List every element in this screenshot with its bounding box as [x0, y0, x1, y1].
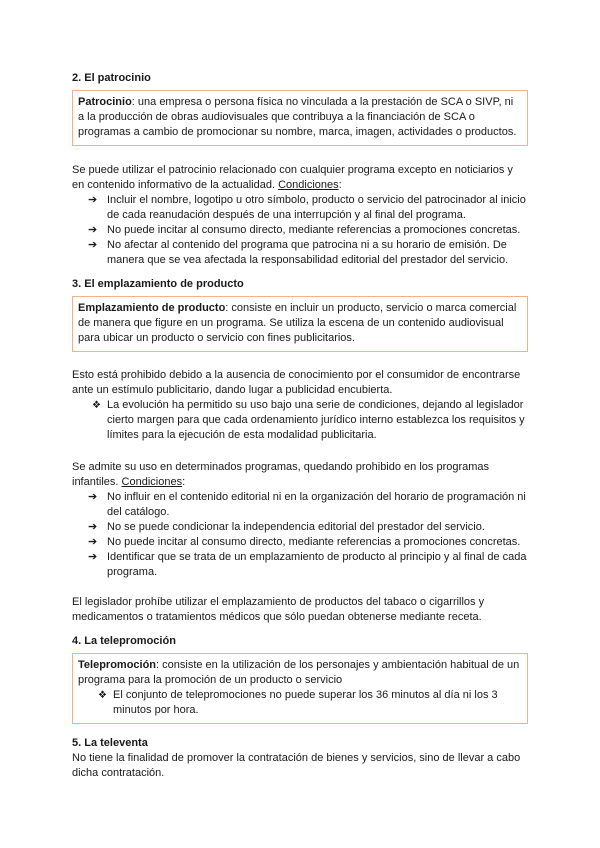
definition-text [78, 301, 522, 346]
paragraph-text: Se admite su uso en determinados programas, quedando prohibido en los programas infantiles. [72, 461, 490, 488]
conditions-label: Condiciones [121, 476, 183, 488]
diamond-icon: ❖ [98, 690, 107, 701]
list-item-text: No afectar al contenido del programa que patrocina ni a su horario de emisión. De manera que se vea afectada la responsabilidad editorial del prestador del servicio. [107, 239, 509, 266]
list-item-text: Identificar que se trata de un emplazamiento de producto al principio y al final de cada programa. [107, 551, 527, 578]
list-item [72, 550, 528, 580]
arrow-icon: ➔ [88, 521, 98, 533]
arrow-icon: ➔ [88, 194, 98, 206]
diamond-icon: ❖ [92, 400, 101, 411]
list-item-text: No puede incitar al consumo directo, mediante referencias a promociones concretas. [107, 224, 521, 236]
list-item-text: No puede incitar al consumo directo, mediante referencias a promociones concretas. [107, 536, 521, 548]
list-item-text: La evolución ha permitido su uso bajo una serie de condiciones, dejando al legislador cierto margen para que cada ordenamiento jurídico interno establezca los requisitos y límites para la ejecución de esta modalidad publicitaria. [107, 399, 525, 441]
paragraph-text: Se puede utilizar el patrocinio relacionado con cualquier programa excepto en noticiarios y en contenido informativo de la actualidad. [72, 164, 513, 191]
colon: : [182, 476, 186, 488]
note-list [72, 398, 528, 443]
definition-text [78, 658, 522, 688]
definition-box-patrocinio [72, 90, 528, 146]
arrow-icon: ➔ [88, 491, 98, 503]
colon: : [338, 179, 342, 191]
paragraph: El legislador prohíbe utilizar el emplazamiento de productos del tabaco o cigarrillos y medicamentos o tratamientos médicos que sólo puedan obtenerse mediante receta. [72, 596, 485, 623]
definition-term: Telepromoción [78, 659, 157, 671]
definition-term: Patrocinio [78, 96, 132, 108]
list-item-text: Incluir el nombre, logotipo u otro símbolo, producto o servicio del patrocinador al inicio de cada reanudación después de una interrupción y al final del programa. [107, 194, 526, 221]
paragraph [72, 460, 528, 490]
list-item [72, 520, 528, 535]
list-item [72, 535, 528, 550]
paragraph [72, 163, 528, 193]
arrow-icon: ➔ [88, 224, 98, 236]
conditions-list [72, 490, 528, 580]
arrow-icon: ➔ [88, 551, 98, 563]
definition-body: : consiste en incluir un producto, servicio o marca comercial de manera que figure en un programa. Se utiliza la escena de un contenido audiovisual para ubicar un producto o servicio con fines publicitarios. [78, 302, 517, 344]
definition-box-telepromocion [72, 653, 528, 724]
section-3-heading: 3. El emplazamiento de producto [72, 278, 244, 290]
paragraph: No tiene la finalidad de promover la contratación de bienes y servicios, sino de llevar a cabo dicha contratación. [72, 752, 521, 779]
list-item [72, 238, 528, 268]
list-item-text: No se puede condicionar la independencia editorial del prestador del servicio. [107, 521, 485, 533]
section-4-heading: 4. La telepromoción [72, 635, 176, 647]
definition-body: : consiste en la utilización de los personajes y ambientación habitual de un programa para la promoción de un producto o servicio [78, 659, 520, 686]
list-item [78, 688, 522, 718]
definition-term: Emplazamiento de producto [78, 302, 226, 314]
conditions-list [72, 193, 528, 268]
list-item-text: No influir en el contenido editorial ni en la organización del horario de programación ni del catálogo. [107, 491, 526, 518]
definition-text [78, 95, 522, 140]
list-item [72, 398, 528, 443]
definition-box-emplazamiento [72, 296, 528, 352]
list-item-text: El conjunto de telepromociones no puede superar los 36 minutos al día ni los 3 minutos por hora. [113, 689, 498, 716]
list-item [72, 223, 528, 238]
section-5-heading: 5. La televenta [72, 737, 148, 749]
arrow-icon: ➔ [88, 536, 98, 548]
list-item [72, 490, 528, 520]
paragraph: Esto está prohibido debido a la ausencia de conocimiento por el consumidor de encontrarse ante un estímulo publicitario, dando lugar a publicidad encubierta. [72, 369, 521, 396]
document-page [72, 71, 528, 781]
conditions-label: Condiciones [278, 179, 339, 191]
section-2-heading: 2. El patrocinio [72, 72, 151, 84]
list-item [72, 193, 528, 223]
note-list [78, 688, 522, 718]
arrow-icon: ➔ [88, 239, 98, 251]
definition-body: : una empresa o persona física no vinculada a la prestación de SCA o SIVP, ni a la producción de obras audiovisuales que contribuya a la financiación de SCA o programas a cambio de promocionar su nombre, marca, imagen, actividades o productos. [78, 96, 517, 138]
